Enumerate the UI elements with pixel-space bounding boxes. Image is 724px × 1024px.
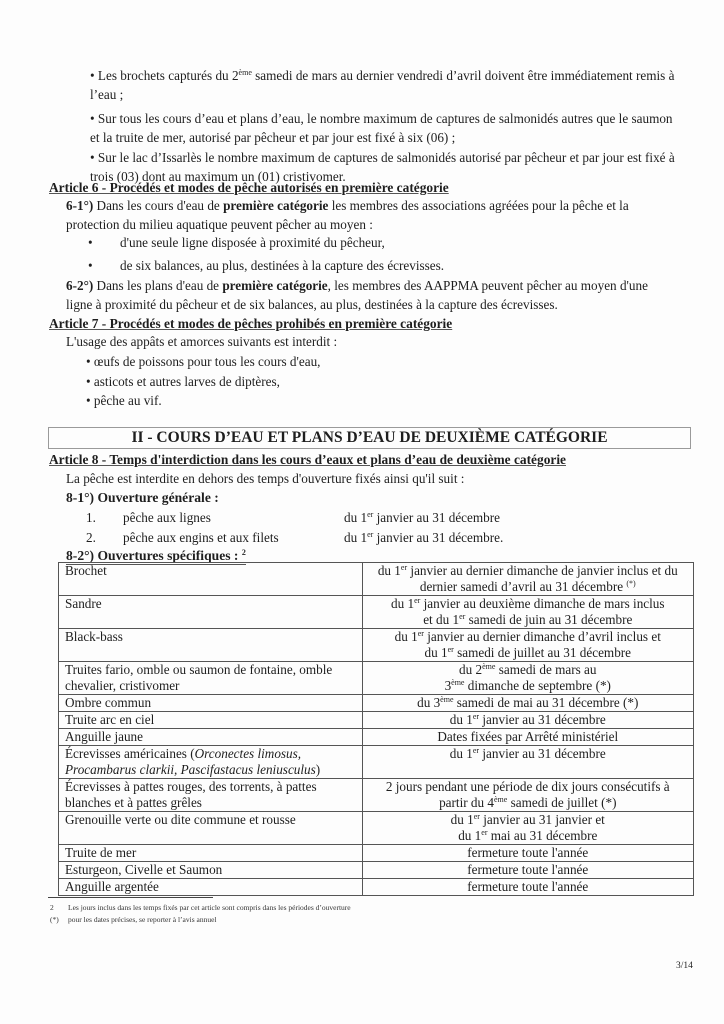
species-cell bbox=[59, 629, 363, 662]
footnote-2 bbox=[50, 903, 351, 912]
text: du 1 bbox=[377, 563, 401, 578]
specific-openings-table bbox=[58, 562, 694, 896]
table-row bbox=[59, 879, 694, 896]
text: Sur le lac d’Issarlès le nombre maximum de captures de salmonidés autorisé par pêcheur et par jour est fixé à bbox=[97, 150, 675, 165]
text: du 1 bbox=[344, 530, 368, 545]
page-number: 3/14 bbox=[676, 961, 693, 971]
article-6-1-paragraph bbox=[66, 196, 696, 234]
text: Sur tous les cours d’eau et plans d’eau, le nombre maximum de captures de salmonidés autres que le saumon bbox=[97, 111, 673, 126]
general-opening-title: 8-1°) Ouverture générale : bbox=[66, 490, 219, 505]
text: l’eau ; bbox=[90, 87, 124, 102]
item-label: pêche aux lignes bbox=[123, 510, 211, 525]
superscript: er bbox=[447, 645, 454, 654]
text: Écrevisses à pattes rouges, des torrents, à pattes bbox=[65, 779, 317, 794]
article-7-bullet-2: • asticots et autres larves de diptères, bbox=[86, 374, 280, 389]
text: fermeture toute l'année bbox=[467, 862, 589, 877]
general-item-1 bbox=[86, 510, 500, 526]
label: 6-1°) bbox=[66, 198, 94, 213]
text: du 1 bbox=[449, 746, 473, 761]
period-cell bbox=[362, 779, 693, 812]
superscript: er bbox=[473, 812, 480, 821]
text: asticots et autres larves de diptères, bbox=[93, 374, 280, 389]
text: du 1 bbox=[394, 629, 418, 644]
footnote-separator bbox=[48, 897, 213, 898]
text: dimanche de septembre (*) bbox=[464, 678, 611, 693]
superscript: er bbox=[400, 563, 408, 572]
text: blanches et à pattes grêles bbox=[65, 795, 202, 810]
table-row bbox=[59, 563, 694, 596]
text: Brochet bbox=[65, 563, 107, 578]
text: janvier au 31 janvier et bbox=[479, 812, 605, 827]
species-cell bbox=[59, 712, 363, 729]
text: les membres des associations agréées pour la pêche et la bbox=[328, 198, 629, 213]
item-period bbox=[344, 510, 500, 526]
text: fermeture toute l'année bbox=[467, 845, 589, 860]
text: pêche au vif. bbox=[93, 393, 162, 408]
period-cell bbox=[362, 862, 693, 879]
text: Anguille argentée bbox=[65, 879, 159, 894]
superscript: er bbox=[459, 612, 466, 621]
table-row bbox=[59, 845, 694, 862]
text: partir du 4 bbox=[439, 795, 494, 810]
superscript: er bbox=[414, 596, 421, 605]
text: du 1 bbox=[449, 712, 473, 727]
text: samedi de juillet au 31 décembre bbox=[453, 645, 632, 660]
text: Truite de mer bbox=[65, 845, 137, 860]
species-cell bbox=[59, 695, 363, 712]
article-8-title: Article 8 - Temps d'interdiction dans les cours d’eaux et plans d’eau de deuxième catégorie bbox=[49, 452, 566, 467]
table-row bbox=[59, 596, 694, 629]
table-row bbox=[59, 629, 694, 662]
article-7-intro: L'usage des appâts et amorces suivants est interdit : bbox=[66, 334, 338, 349]
text: de six balances, au plus, destinées à la capture des écrevisses. bbox=[120, 258, 445, 273]
bold-text: première catégorie bbox=[223, 198, 329, 213]
item-number: 2. bbox=[86, 530, 96, 545]
text: samedi de juillet (*) bbox=[507, 795, 617, 810]
text: du 1 bbox=[390, 596, 415, 611]
text: Dates fixées par Arrêté ministériel bbox=[437, 729, 619, 744]
label: 6-2°) bbox=[66, 278, 94, 293]
text: janvier au dernier dimanche d’avril inclus et bbox=[423, 629, 661, 644]
text: Les brochets capturés du 2 bbox=[97, 68, 239, 83]
text: janvier au dernier dimanche de janvier inclus et du bbox=[407, 563, 678, 578]
footnote-text: Les jours inclus dans les temps fixés par cet article sont compris dans les périodes d’ouverture bbox=[68, 903, 351, 912]
period-cell bbox=[362, 812, 693, 845]
article-6-2-paragraph bbox=[66, 276, 696, 314]
species-cell bbox=[59, 862, 363, 879]
text: protection du milieu aquatique peuvent pêcher au moyen : bbox=[66, 217, 373, 232]
superscript: ème bbox=[482, 662, 496, 671]
text: du 3 bbox=[417, 695, 441, 710]
article-7-bullet-1: • œufs de poissons pour tous les cours d'eau, bbox=[86, 354, 321, 369]
species-cell bbox=[59, 879, 363, 896]
article-6-title: Article 6 - Procédés et modes de pêche autorisés en première catégorie bbox=[49, 180, 449, 195]
text: 8-2°) Ouvertures spécifiques : bbox=[66, 548, 242, 563]
bullet-salmonides: • Sur tous les cours d’eau et plans d’eau, le nombre maximum de captures de salmonidés autres que le saumon et la truite de mer, autorisé par pêcheur et par jour est fixé à six (06) ; bbox=[90, 111, 673, 145]
text: 2 jours pendant une période de dix jours consécutifs à bbox=[385, 779, 670, 794]
text: d'une seule ligne disposée à proximité du pêcheur, bbox=[120, 235, 385, 250]
table-row bbox=[59, 862, 694, 879]
article-7-bullet-3: • pêche au vif. bbox=[86, 393, 162, 408]
text: janvier au 31 décembre. bbox=[373, 530, 504, 545]
text: samedi de mars au bbox=[495, 662, 597, 677]
text: chevalier, cristivomer bbox=[65, 678, 180, 693]
table-row bbox=[59, 695, 694, 712]
text: Esturgeon, Civelle et Saumon bbox=[65, 862, 223, 877]
text: et la truite de mer, autorisé par pêcheur et par jour est fixé à six (06) ; bbox=[90, 130, 456, 145]
text: du 1 bbox=[450, 812, 474, 827]
section-2-heading: II - COURS D’EAU ET PLANS D’EAU DE DEUXIÈME CATÉGORIE bbox=[48, 427, 691, 449]
text: Truite arc en ciel bbox=[65, 712, 155, 727]
superscript: er bbox=[367, 510, 374, 519]
footnote-mark: (*) bbox=[50, 915, 59, 924]
item-number: 1. bbox=[86, 510, 96, 525]
superscript: ème bbox=[238, 68, 252, 77]
text: du 1 bbox=[458, 828, 482, 843]
superscript: er bbox=[367, 530, 374, 539]
table-row bbox=[59, 812, 694, 845]
species-cell bbox=[59, 563, 363, 596]
item-label: pêche aux engins et aux filets bbox=[123, 530, 279, 545]
general-item-2 bbox=[86, 530, 504, 546]
text: Dans les cours d'eau de bbox=[93, 198, 224, 213]
period-cell bbox=[362, 662, 693, 695]
superscript: ème bbox=[494, 795, 508, 804]
period-cell bbox=[362, 845, 693, 862]
text: janvier au 31 décembre bbox=[479, 746, 606, 761]
footnote-ref: 2 bbox=[241, 548, 246, 557]
article-6-bullet-2: • de six balances, au plus, destinées à la capture des écrevisses. bbox=[88, 258, 445, 273]
period-cell bbox=[362, 746, 693, 779]
period-cell bbox=[362, 629, 693, 662]
bullet-issarles: • Sur le lac d’Issarlès le nombre maximum de captures de salmonidés autorisé par pêcheur et par jour est fixé à trois (03) dont au maximum un (01) cristivomer. bbox=[90, 150, 675, 184]
bullet-brochet: • Les brochets capturés du 2ème samedi de mars au dernier vendredi d’avril doivent être immédiatement remis à l’eau ; bbox=[90, 68, 675, 102]
species-cell bbox=[59, 746, 363, 779]
superscript: er bbox=[481, 828, 488, 837]
table-row bbox=[59, 779, 694, 812]
text: Écrevisses américaines ( bbox=[65, 746, 195, 761]
text: samedi de juin au 31 décembre bbox=[465, 612, 633, 627]
text: trois (03) dont au maximum un (01) cristivomer. bbox=[90, 169, 346, 184]
superscript: ème bbox=[451, 678, 465, 687]
text: , les membres des AAPPMA peuvent pêcher au moyen d'une bbox=[327, 278, 648, 293]
footnote-star bbox=[50, 915, 217, 924]
text: œufs de poissons pour tous les cours d'eau, bbox=[93, 354, 321, 369]
article-7-title: Article 7 - Procédés et modes de pêches prohibés en première catégorie bbox=[49, 316, 453, 331]
table-row bbox=[59, 746, 694, 779]
period-cell bbox=[362, 596, 693, 629]
text: Black-bass bbox=[65, 629, 123, 644]
table-row bbox=[59, 712, 694, 729]
text: dernier samedi d’avril au 31 décembre bbox=[419, 579, 627, 594]
bold-text: première catégorie bbox=[222, 278, 328, 293]
text: Dans les plans d'eau de bbox=[93, 278, 223, 293]
article-8-intro: La pêche est interdite en dehors des temps d'ouverture fixés ainsi qu'il suit : bbox=[66, 471, 465, 486]
table-row bbox=[59, 662, 694, 695]
text: Ombre commun bbox=[65, 695, 152, 710]
footnote-text: pour les dates précises, se reporter à l’avis annuel bbox=[68, 915, 217, 924]
text: janvier au 31 décembre bbox=[479, 712, 606, 727]
footnote-mark: 2 bbox=[50, 903, 54, 912]
text: janvier au deuxième dimanche de mars inclus bbox=[420, 596, 665, 611]
text: 3 bbox=[444, 678, 452, 693]
species-cell bbox=[59, 845, 363, 862]
period-cell bbox=[362, 712, 693, 729]
text: fermeture toute l'année bbox=[467, 879, 589, 894]
text: Truites fario, omble ou saumon de fontaine, omble bbox=[65, 662, 333, 677]
species-cell bbox=[59, 662, 363, 695]
table-row bbox=[59, 729, 694, 746]
text: et du 1 bbox=[423, 612, 460, 627]
species-cell bbox=[59, 779, 363, 812]
superscript: er bbox=[472, 712, 480, 721]
text: samedi de mars au dernier vendredi d’avril doivent être immédiatement remis à bbox=[251, 68, 675, 83]
text: Sandre bbox=[65, 596, 102, 611]
text: Anguille jaune bbox=[65, 729, 144, 744]
species-cell bbox=[59, 812, 363, 845]
article-6-bullet-1: • d'une seule ligne disposée à proximité du pêcheur, bbox=[88, 235, 385, 250]
period-cell bbox=[362, 695, 693, 712]
text: janvier au 31 décembre bbox=[373, 510, 500, 525]
item-period bbox=[344, 530, 503, 546]
species-cell bbox=[59, 596, 363, 629]
superscript: er bbox=[417, 629, 424, 638]
text: ) bbox=[315, 762, 321, 777]
text: du 1 bbox=[344, 510, 368, 525]
text: mai au 31 décembre bbox=[487, 828, 598, 843]
period-cell bbox=[362, 563, 693, 596]
species-cell bbox=[59, 729, 363, 746]
superscript: (*) bbox=[626, 579, 636, 588]
superscript: er bbox=[472, 746, 480, 755]
italic-text: Orconectes limosus, bbox=[194, 746, 302, 761]
period-cell bbox=[362, 729, 693, 746]
superscript: ème bbox=[440, 695, 454, 704]
period-cell bbox=[362, 879, 693, 896]
text: ligne à proximité du pêcheur et de six balances, au plus, destinées à la capture des écrevisses. bbox=[66, 297, 558, 312]
text: du 2 bbox=[459, 662, 483, 677]
text: du 1 bbox=[424, 645, 448, 660]
text: Grenouille verte ou dite commune et rousse bbox=[65, 812, 296, 827]
italic-text: Procambarus clarkii, Pascifastacus leniusculus bbox=[65, 762, 316, 777]
text: samedi de mai au 31 décembre (*) bbox=[453, 695, 639, 710]
